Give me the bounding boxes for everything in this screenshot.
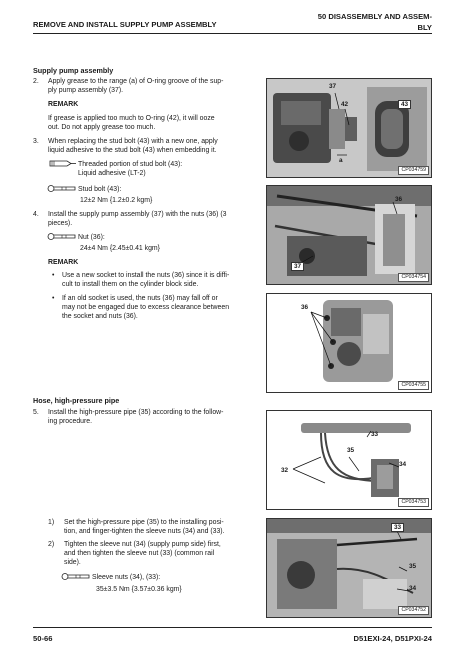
figure-illustration bbox=[267, 294, 431, 392]
header-title: REMOVE AND INSTALL SUPPLY PUMP ASSEMBLY bbox=[33, 20, 217, 29]
step-2-line2: ply pump assembly (37). bbox=[48, 87, 124, 94]
bullet: • bbox=[52, 295, 55, 302]
figure-sleeve-nuts bbox=[266, 518, 432, 618]
figure-pump-oring bbox=[266, 78, 432, 178]
figure-illustration bbox=[267, 519, 431, 617]
figure-code: CP034754 bbox=[398, 273, 429, 282]
footer-rule bbox=[33, 627, 432, 628]
figure-illustration bbox=[267, 79, 431, 177]
torque-wrench-icon bbox=[61, 572, 91, 581]
section-title-high-pressure-pipe: Hose, high-pressure pipe bbox=[33, 396, 120, 405]
remark-2-bullet1-line1: Use a new socket to install the nuts (36) since it is diffi- bbox=[62, 272, 230, 279]
callout-35: 35 bbox=[347, 447, 355, 454]
remark-2-bullet1-line2: cult to install them on the cylinder block side. bbox=[62, 281, 199, 288]
header-chapter bbox=[292, 11, 432, 33]
step-5-line1: Install the high-pressure pipe (35) according to the follow- bbox=[48, 409, 224, 416]
substep-1-line1: Set the high-pressure pipe (35) to the installing posi- bbox=[64, 519, 224, 526]
torque-spec-line1: Sleeve nuts (34), (33): bbox=[92, 574, 161, 581]
callout-37: 37 bbox=[291, 262, 304, 271]
figure-code: CP034753 bbox=[398, 498, 429, 507]
header-rule bbox=[33, 33, 432, 34]
callout-36: 36 bbox=[301, 304, 309, 311]
callout-33: 33 bbox=[371, 431, 379, 438]
adhesive-spec-line1: Threaded portion of stud bolt (43): bbox=[78, 161, 183, 168]
callout-34: 34 bbox=[409, 585, 417, 592]
bullet: • bbox=[52, 272, 55, 279]
remark-1-line2: out. Do not apply grease too much. bbox=[48, 124, 156, 131]
step-number: 2. bbox=[33, 78, 39, 85]
step-4-line1: Install the supply pump assembly (37) with the nuts (36) (3 bbox=[48, 211, 227, 218]
callout-a: a bbox=[339, 157, 343, 164]
remark-label: REMARK bbox=[48, 101, 79, 108]
page-number: 50-66 bbox=[33, 634, 53, 643]
remark-2-bullet2-line2: may not be engaged due to excess clearance between bbox=[62, 304, 230, 311]
figure-high-pressure-pipe bbox=[266, 410, 432, 510]
substep-2-line3: side). bbox=[64, 559, 81, 566]
substep-2-line2: and then tighten the sleeve nut (33) (common rail bbox=[64, 550, 215, 557]
header-chapter-line2: BLY bbox=[417, 23, 432, 32]
callout-36: 36 bbox=[395, 196, 403, 203]
adhesive-spec-line2: Liquid adhesive (LT-2) bbox=[78, 170, 146, 177]
substep-number: 2) bbox=[48, 541, 55, 548]
substep-number: 1) bbox=[48, 519, 55, 526]
step-2-line1: Apply grease to the range (a) of O-ring groove of the sup- bbox=[48, 78, 224, 85]
callout-34: 34 bbox=[399, 461, 407, 468]
step-number: 4. bbox=[33, 211, 39, 218]
torque-spec-line1: Stud bolt (43): bbox=[78, 186, 122, 193]
callout-35: 35 bbox=[409, 563, 417, 570]
torque-spec-line1: Nut (36): bbox=[78, 234, 105, 241]
step-4-line2: pieces). bbox=[48, 220, 73, 227]
callout-33: 33 bbox=[391, 523, 404, 532]
remark-label: REMARK bbox=[48, 259, 79, 266]
step-3-line1: When replacing the stud bolt (43) with a new one, apply bbox=[48, 138, 218, 145]
torque-wrench-icon bbox=[47, 232, 77, 241]
remark-2-bullet2-line1: If an old socket is used, the nuts (36) may fall off or bbox=[62, 295, 218, 302]
callout-32: 32 bbox=[281, 467, 289, 474]
figure-pump-nut-locations bbox=[266, 293, 432, 393]
adhesive-tube-icon bbox=[49, 159, 77, 168]
remark-2-bullet2-line3: the socket and nuts (36). bbox=[62, 313, 138, 320]
figure-pump-install-nuts bbox=[266, 185, 432, 285]
remark-1-line1: If grease is applied too much to O-ring (42), it will ooze bbox=[48, 115, 215, 122]
torque-wrench-icon bbox=[47, 184, 77, 193]
torque-spec-line2: 24±4 Nm {2.45±0.41 kgm} bbox=[80, 245, 160, 252]
figure-code: CP034755 bbox=[398, 381, 429, 390]
header-chapter-line1: 50 DISASSEMBLY AND ASSEM- bbox=[317, 12, 432, 21]
substep-2-line1: Tighten the sleeve nut (34) (supply pump side) first, bbox=[64, 541, 221, 548]
step-3-line2: liquid adhesive to the stud bolt (43) when embedding it. bbox=[48, 147, 217, 154]
step-number: 5. bbox=[33, 409, 39, 416]
torque-spec-line2: 35±3.5 Nm {3.57±0.36 kgm} bbox=[96, 586, 182, 593]
figure-illustration bbox=[267, 411, 431, 509]
substep-1-line2: tion, and finger-tighten the sleeve nuts (34) and (33). bbox=[64, 528, 225, 535]
section-title-supply-pump: Supply pump assembly bbox=[33, 66, 114, 75]
figure-code: CP034759 bbox=[398, 166, 429, 175]
callout-43: 43 bbox=[398, 100, 411, 109]
figure-code: CP034752 bbox=[398, 606, 429, 615]
callout-42: 42 bbox=[341, 101, 349, 108]
model-name: D51EXI-24, D51PXI-24 bbox=[353, 634, 432, 643]
step-5-line2: ing procedure. bbox=[48, 418, 93, 425]
callout-37: 37 bbox=[329, 83, 337, 90]
torque-spec-line2: 12±2 Nm {1.2±0.2 kgm} bbox=[80, 197, 153, 204]
step-number: 3. bbox=[33, 138, 39, 145]
